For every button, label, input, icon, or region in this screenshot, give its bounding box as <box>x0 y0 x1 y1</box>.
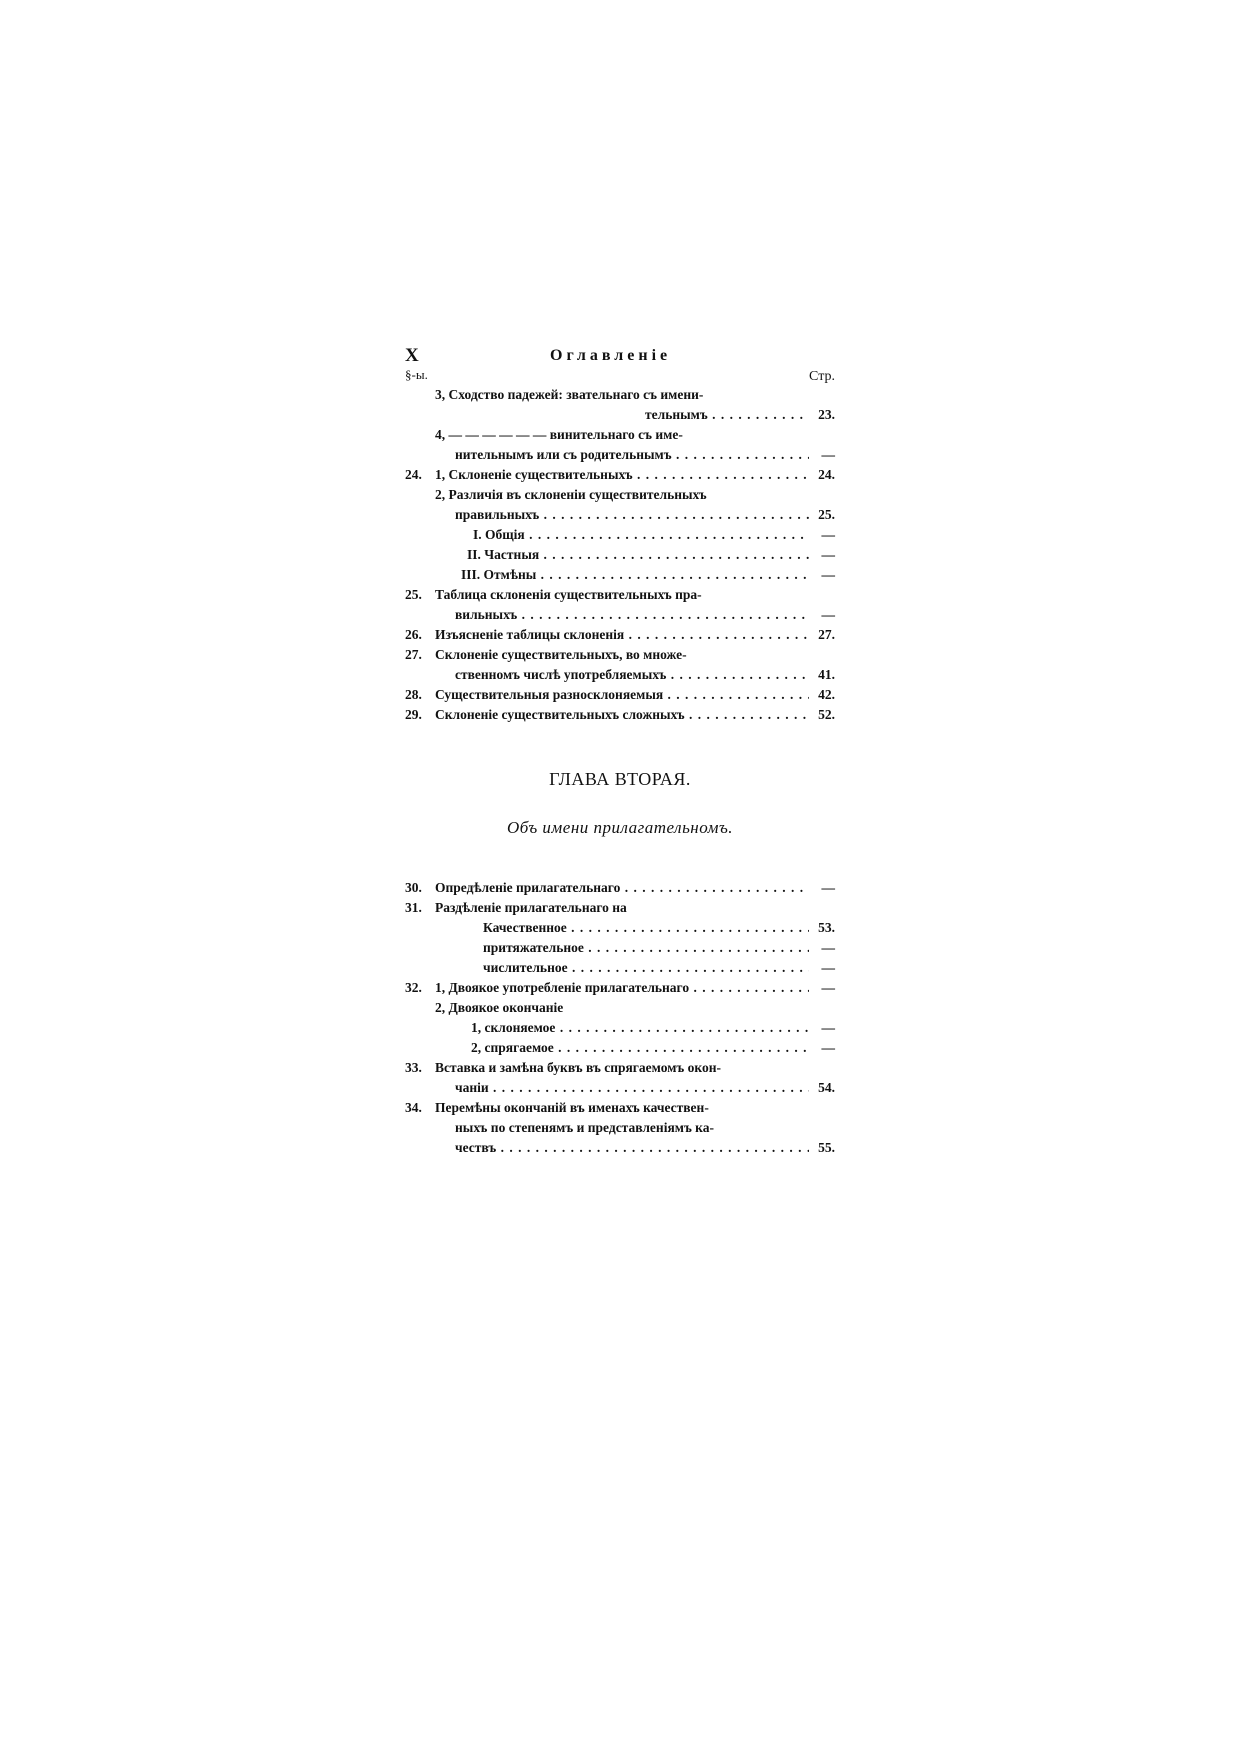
toc-entry <box>405 545 835 565</box>
toc-entry <box>405 505 835 525</box>
toc-entry <box>405 958 835 978</box>
entry-title: Изъясненіе таблицы склоненія . . . <box>435 625 809 645</box>
toc-entry <box>405 465 835 485</box>
toc-entry <box>405 1038 835 1058</box>
toc-entry <box>405 565 835 585</box>
toc-entry <box>405 898 835 918</box>
entry-page: — <box>809 605 835 625</box>
running-header <box>405 345 835 367</box>
chapter-heading: ГЛАВА ВТОРАЯ. <box>549 769 691 789</box>
toc-entry <box>405 1058 835 1078</box>
entry-title: 1, склоняемое . . . <box>471 1018 809 1038</box>
entry-page: — <box>809 565 835 585</box>
toc-entry <box>405 918 835 938</box>
entry-title: I. Общія . . . <box>473 525 809 545</box>
entry-title: Раздѣленіе прилагательнаго на <box>435 900 627 915</box>
toc-list-chapter-two <box>405 878 835 1158</box>
toc-entry <box>405 605 835 625</box>
toc-entry <box>405 705 835 725</box>
entry-page: — <box>809 1018 835 1038</box>
entry-page: — <box>809 525 835 545</box>
toc-entry <box>405 665 835 685</box>
entry-title: притяжательное . . . <box>483 938 809 958</box>
toc-entry <box>405 878 835 898</box>
entry-title: 2, спрягаемое . . . <box>471 1038 809 1058</box>
entry-page: 54. <box>809 1078 835 1098</box>
toc-entry <box>405 978 835 998</box>
section-number: 30. <box>405 880 422 895</box>
entry-page: 52. <box>809 705 835 725</box>
section-number: 27. <box>405 647 422 662</box>
column-headers <box>405 367 835 385</box>
entry-title: 3, Сходство падежей: звательнаго съ имени- <box>435 387 704 402</box>
chapter-subtitle: Объ имени прилагательномъ. <box>506 818 734 837</box>
toc-entry <box>405 425 835 445</box>
entry-title: 2, Двоякое окончаніе <box>435 1000 564 1015</box>
toc-entry <box>405 385 835 405</box>
entry-page: — <box>809 878 835 898</box>
entry-page: 41. <box>809 665 835 685</box>
entry-page: — <box>809 445 835 465</box>
entry-title: Качественное . . . <box>483 918 809 938</box>
entry-title: ныхъ по степенямъ и представленіямъ ка- <box>455 1120 715 1135</box>
entry-page: — <box>809 1038 835 1058</box>
entry-title: 4, — — — — — — винительнаго съ име- <box>435 427 683 442</box>
section-number: 24. <box>405 467 422 482</box>
entry-page: 53. <box>809 918 835 938</box>
toc-entry <box>405 1138 835 1158</box>
entry-title: 1, Двоякое употребленіе прилагательнаго . . . <box>435 978 809 998</box>
toc-page <box>405 345 835 1158</box>
toc-entry <box>405 1018 835 1038</box>
section-number: 25. <box>405 587 422 602</box>
toc-entry <box>405 625 835 645</box>
section-number: 32. <box>405 980 422 995</box>
entry-page: 24. <box>809 465 835 485</box>
toc-entry <box>405 405 835 425</box>
toc-entry <box>405 685 835 705</box>
entry-title: чествъ . . . <box>455 1138 809 1158</box>
entry-page: — <box>809 958 835 978</box>
entry-title: Вставка и замѣна буквъ въ спрягаемомъ окон- <box>435 1060 722 1075</box>
toc-entry <box>405 585 835 605</box>
toc-entry <box>405 938 835 958</box>
entry-page: — <box>809 978 835 998</box>
entry-title: Таблица склоненія существительныхъ пра- <box>435 587 702 602</box>
toc-entry <box>405 485 835 505</box>
page-number: X <box>405 345 419 366</box>
section-column-label: §-ы. <box>405 367 428 382</box>
section-number: 28. <box>405 687 422 702</box>
toc-entry <box>405 445 835 465</box>
entry-title: числительное . . . <box>483 958 809 978</box>
page-column-label: Стр. <box>809 369 835 384</box>
entry-title: нительнымъ или съ родительнымъ . . . <box>455 445 809 465</box>
entry-page: 42. <box>809 685 835 705</box>
toc-entry <box>405 1118 835 1138</box>
entry-title: тельнымъ . . . <box>645 405 809 425</box>
entry-title: Опредѣленіе прилагательнаго . . . <box>435 878 809 898</box>
entry-page: — <box>809 938 835 958</box>
entry-title: чаніи . . . <box>455 1078 809 1098</box>
entry-title: Склоненіе существительныхъ, во множе- <box>435 647 687 662</box>
entry-title: ственномъ числѣ употребляемыхъ . . . <box>455 665 809 685</box>
section-number: 26. <box>405 627 422 642</box>
entry-page: 25. <box>809 505 835 525</box>
section-number: 29. <box>405 707 422 722</box>
toc-list-chapter-one <box>405 385 835 725</box>
entry-title: вильныхъ . . . <box>455 605 809 625</box>
entry-page: 27. <box>809 625 835 645</box>
entry-title: Существительныя разносклоняемыя . . . <box>435 685 809 705</box>
toc-entry <box>405 525 835 545</box>
entry-title: правильныхъ . . . <box>455 505 809 525</box>
entry-page: — <box>809 545 835 565</box>
toc-entry <box>405 1098 835 1118</box>
toc-entry <box>405 1078 835 1098</box>
page-title: Оглавленіе <box>550 347 672 364</box>
entry-title: Перемѣны окончаній въ именахъ качествен- <box>435 1100 709 1115</box>
toc-entry <box>405 645 835 665</box>
entry-title: II. Частныя . . . <box>467 545 809 565</box>
entry-title: 2, Различія въ склоненіи существительныхъ <box>435 487 707 502</box>
entry-title: III. Отмѣны . . . <box>461 565 809 585</box>
section-number: 34. <box>405 1100 422 1115</box>
entry-title: Склоненіе существительныхъ сложныхъ . . . <box>435 705 809 725</box>
section-number: 31. <box>405 900 422 915</box>
section-number: 33. <box>405 1060 422 1075</box>
entry-title: 1, Склоненіе существительныхъ . . . <box>435 465 809 485</box>
entry-page: 55. <box>809 1138 835 1158</box>
entry-page: 23. <box>809 405 835 425</box>
toc-entry <box>405 998 835 1018</box>
